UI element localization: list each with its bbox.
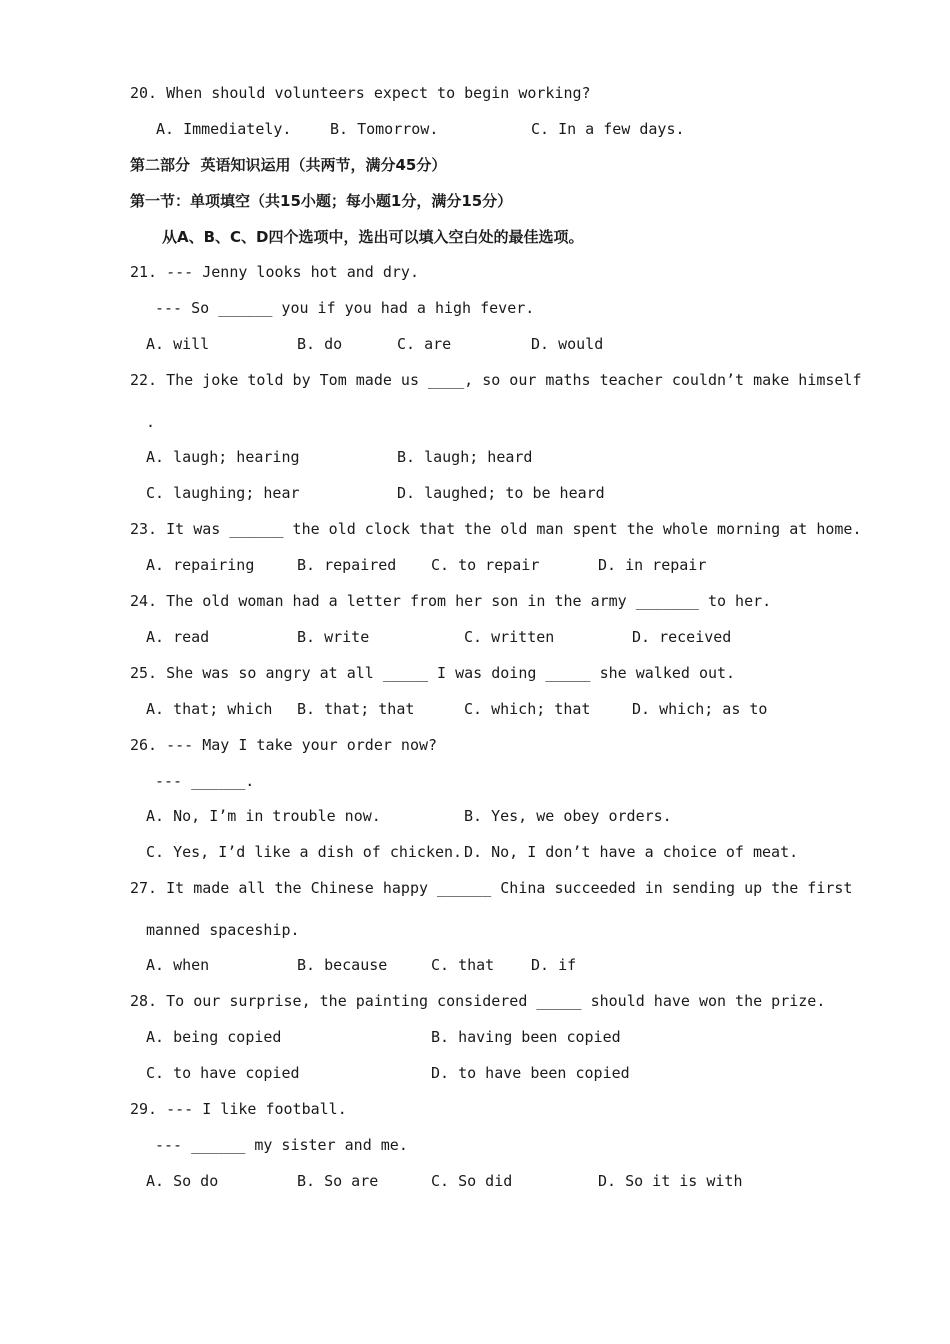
q20-stem: 20. When should volunteers expect to begin working? — [130, 84, 591, 102]
q23-option-b: B. repaired — [297, 556, 397, 574]
q21-option-c: C. are — [397, 335, 452, 353]
q22-option-b: B. laugh; heard — [397, 448, 533, 466]
q25-option-b: B. that; that — [297, 700, 415, 718]
q29-option-b: B. So are — [297, 1172, 379, 1190]
instruction: 从A、B、C、D四个选项中，选出可以填入空白处的最佳选项。 — [162, 228, 584, 246]
q21-option-b: B. do — [297, 335, 343, 353]
q22-line1: 22. The joke told by Tom made us ____, so our maths teacher couldn’t make himself — [130, 371, 862, 389]
q27-line2: manned spaceship. — [146, 921, 300, 939]
q23-option-d: D. in repair — [598, 556, 707, 574]
q26-line1: 26. --- May I take your order now? — [130, 736, 438, 754]
q21-option-a: A. will — [146, 335, 210, 353]
q28-option-b: B. having been copied — [431, 1028, 621, 1046]
q26-option-a: A. No, I’m in trouble now. — [146, 807, 381, 825]
part2-heading: 第二部分 英语知识运用（共两节，满分45分） — [130, 156, 447, 174]
q20-option-c: C. In a few days. — [531, 120, 685, 138]
q20-option-a: A. Immediately. — [156, 120, 292, 138]
q27-option-b: B. because — [297, 956, 388, 974]
q24-line1: 24. The old woman had a letter from her son in the army _______ to her. — [130, 592, 772, 610]
q21-line2: --- So ______ you if you had a high fever. — [155, 299, 535, 317]
q24-option-b: B. write — [297, 628, 370, 646]
q28-option-d: D. to have been copied — [431, 1064, 630, 1082]
q25-option-c: C. which; that — [464, 700, 591, 718]
q23-option-c: C. to repair — [431, 556, 540, 574]
q29-line1: 29. --- I like football. — [130, 1100, 347, 1118]
q29-option-d: D. So it is with — [598, 1172, 743, 1190]
q22-line2: . — [146, 413, 156, 431]
q25-option-d: D. which; as to — [632, 700, 768, 718]
q27-line1: 27. It made all the Chinese happy ______ China succeeded in sending up the first — [130, 879, 853, 897]
q27-option-a: A. when — [146, 956, 210, 974]
q26-option-b: B. Yes, we obey orders. — [464, 807, 672, 825]
q28-option-a: A. being copied — [146, 1028, 282, 1046]
q29-option-c: C. So did — [431, 1172, 513, 1190]
q20-option-b: B. Tomorrow. — [330, 120, 439, 138]
q26-line2: --- ______. — [155, 772, 255, 790]
q24-option-c: C. written — [464, 628, 555, 646]
q23-line1: 23. It was ______ the old clock that the old man spent the whole morning at home. — [130, 520, 862, 538]
q22-option-a: A. laugh; hearing — [146, 448, 300, 466]
q24-option-a: A. read — [146, 628, 210, 646]
q23-option-a: A. repairing — [146, 556, 255, 574]
q22-option-d: D. laughed; to be heard — [397, 484, 605, 502]
q28-line1: 28. To our surprise, the painting considered _____ should have won the prize. — [130, 992, 826, 1010]
section1-heading: 第一节：单项填空（共15小题；每小题1分，满分15分） — [130, 192, 513, 210]
q24-option-d: D. received — [632, 628, 732, 646]
q27-option-c: C. that — [431, 956, 495, 974]
q25-option-a: A. that; which — [146, 700, 273, 718]
q29-line2: --- ______ my sister and me. — [155, 1136, 408, 1154]
q21-line1: 21. --- Jenny looks hot and dry. — [130, 263, 419, 281]
q26-option-c: C. Yes, I’d like a dish of chicken. — [146, 843, 463, 861]
q26-option-d: D. No, I don’t have a choice of meat. — [464, 843, 799, 861]
q27-option-d: D. if — [531, 956, 577, 974]
q21-option-d: D. would — [531, 335, 604, 353]
q28-option-c: C. to have copied — [146, 1064, 300, 1082]
q29-option-a: A. So do — [146, 1172, 219, 1190]
q22-option-c: C. laughing; hear — [146, 484, 300, 502]
q25-line1: 25. She was so angry at all _____ I was doing _____ she walked out. — [130, 664, 736, 682]
